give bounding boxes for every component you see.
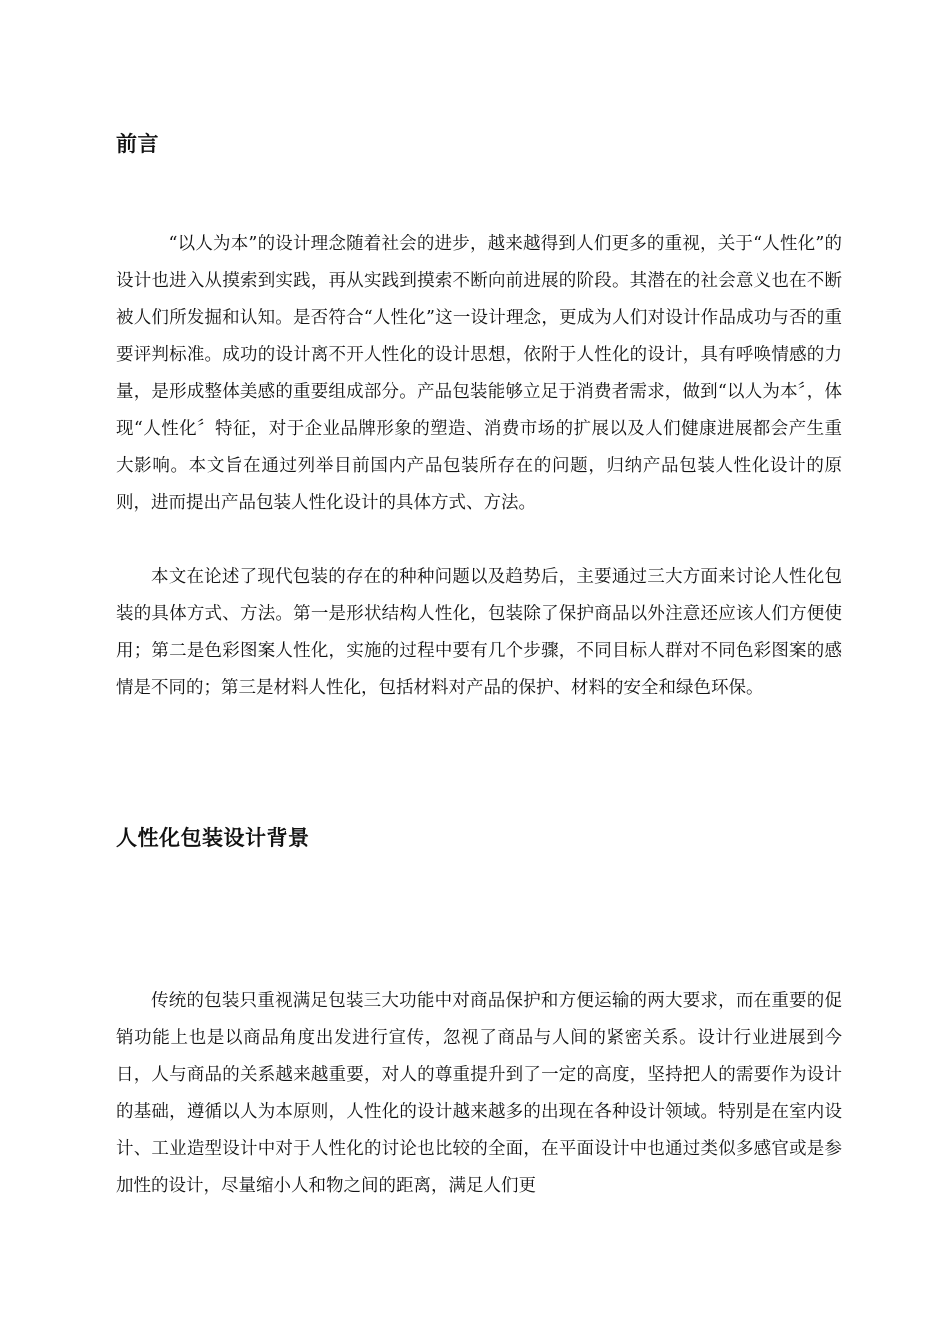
background-paragraph-1: 传统的包装只重视满足包装三大功能中对商品保护和方便运输的两大要求，而在重要的促销功能上也是以商品角度出发进行宣传，忽视了商品与人间的紧密关系。设计行业进展到今日，人与商品的关系越来越重要，对人的尊重提升到了一定的高度，坚持把人的需要作为设计的基础，遵循以人为本原则，人性化的设计越来越多的出现在各种设计领域。特别是在室内设计、工业造型设计中对于人性化的讨论也比较的全面，在平面设计中也通过类似多感官或是参加性的设计，尽量缩小人和物之间的距离，满足人们更 xyxy=(116,991,842,1196)
preface-paragraph-2: 本文在论述了现代包装的存在的种种问题以及趋势后，主要通过三大方面来讨论人性化包装的具体方式、方法。第一是形状结构人性化，包装除了保护商品以外注意还应该人们方便使用；第二是色彩图案人性化，实施的过程中要有几个步骤，不同目标人群对不同色彩图案的感情是不同的；第三是材料人性化，包括材料对产品的保护、材料的安全和绿色环保。 xyxy=(116,567,842,698)
section-heading-background: 人性化包装设计背景 xyxy=(116,826,310,850)
preface-paragraph-1: “以人为本”的设计理念随着社会的进步，越来越得到人们更多的重视，关于“人性化”的设计也进入从摸索到实践，再从实践到摸索不断向前进展的阶段。其潜在的社会意义也在不断被人们所发掘和认知。是否符合“人性化”这一设计理念，更成为人们对设计作品成功与否的重要评判标准。成功的设计离不开人性化的设计思想，依附于人性化的设计，具有呼唤情感的力量，是形成整体美感的重要组成部分。产品包装能够立足于消费者需求，做到“以人为本〞，体现“人性化〞特征，对于企业品牌形象的塑造、消费市场的扩展以及人们健康进展都会产生重大影响。本文旨在通过列举目前国内产品包装所存在的问题，归纳产品包装人性化设计的原则，进而提出产品包装人性化设计的具体方式、方法。 xyxy=(116,234,842,513)
section-heading-preface: 前言 xyxy=(116,132,159,156)
